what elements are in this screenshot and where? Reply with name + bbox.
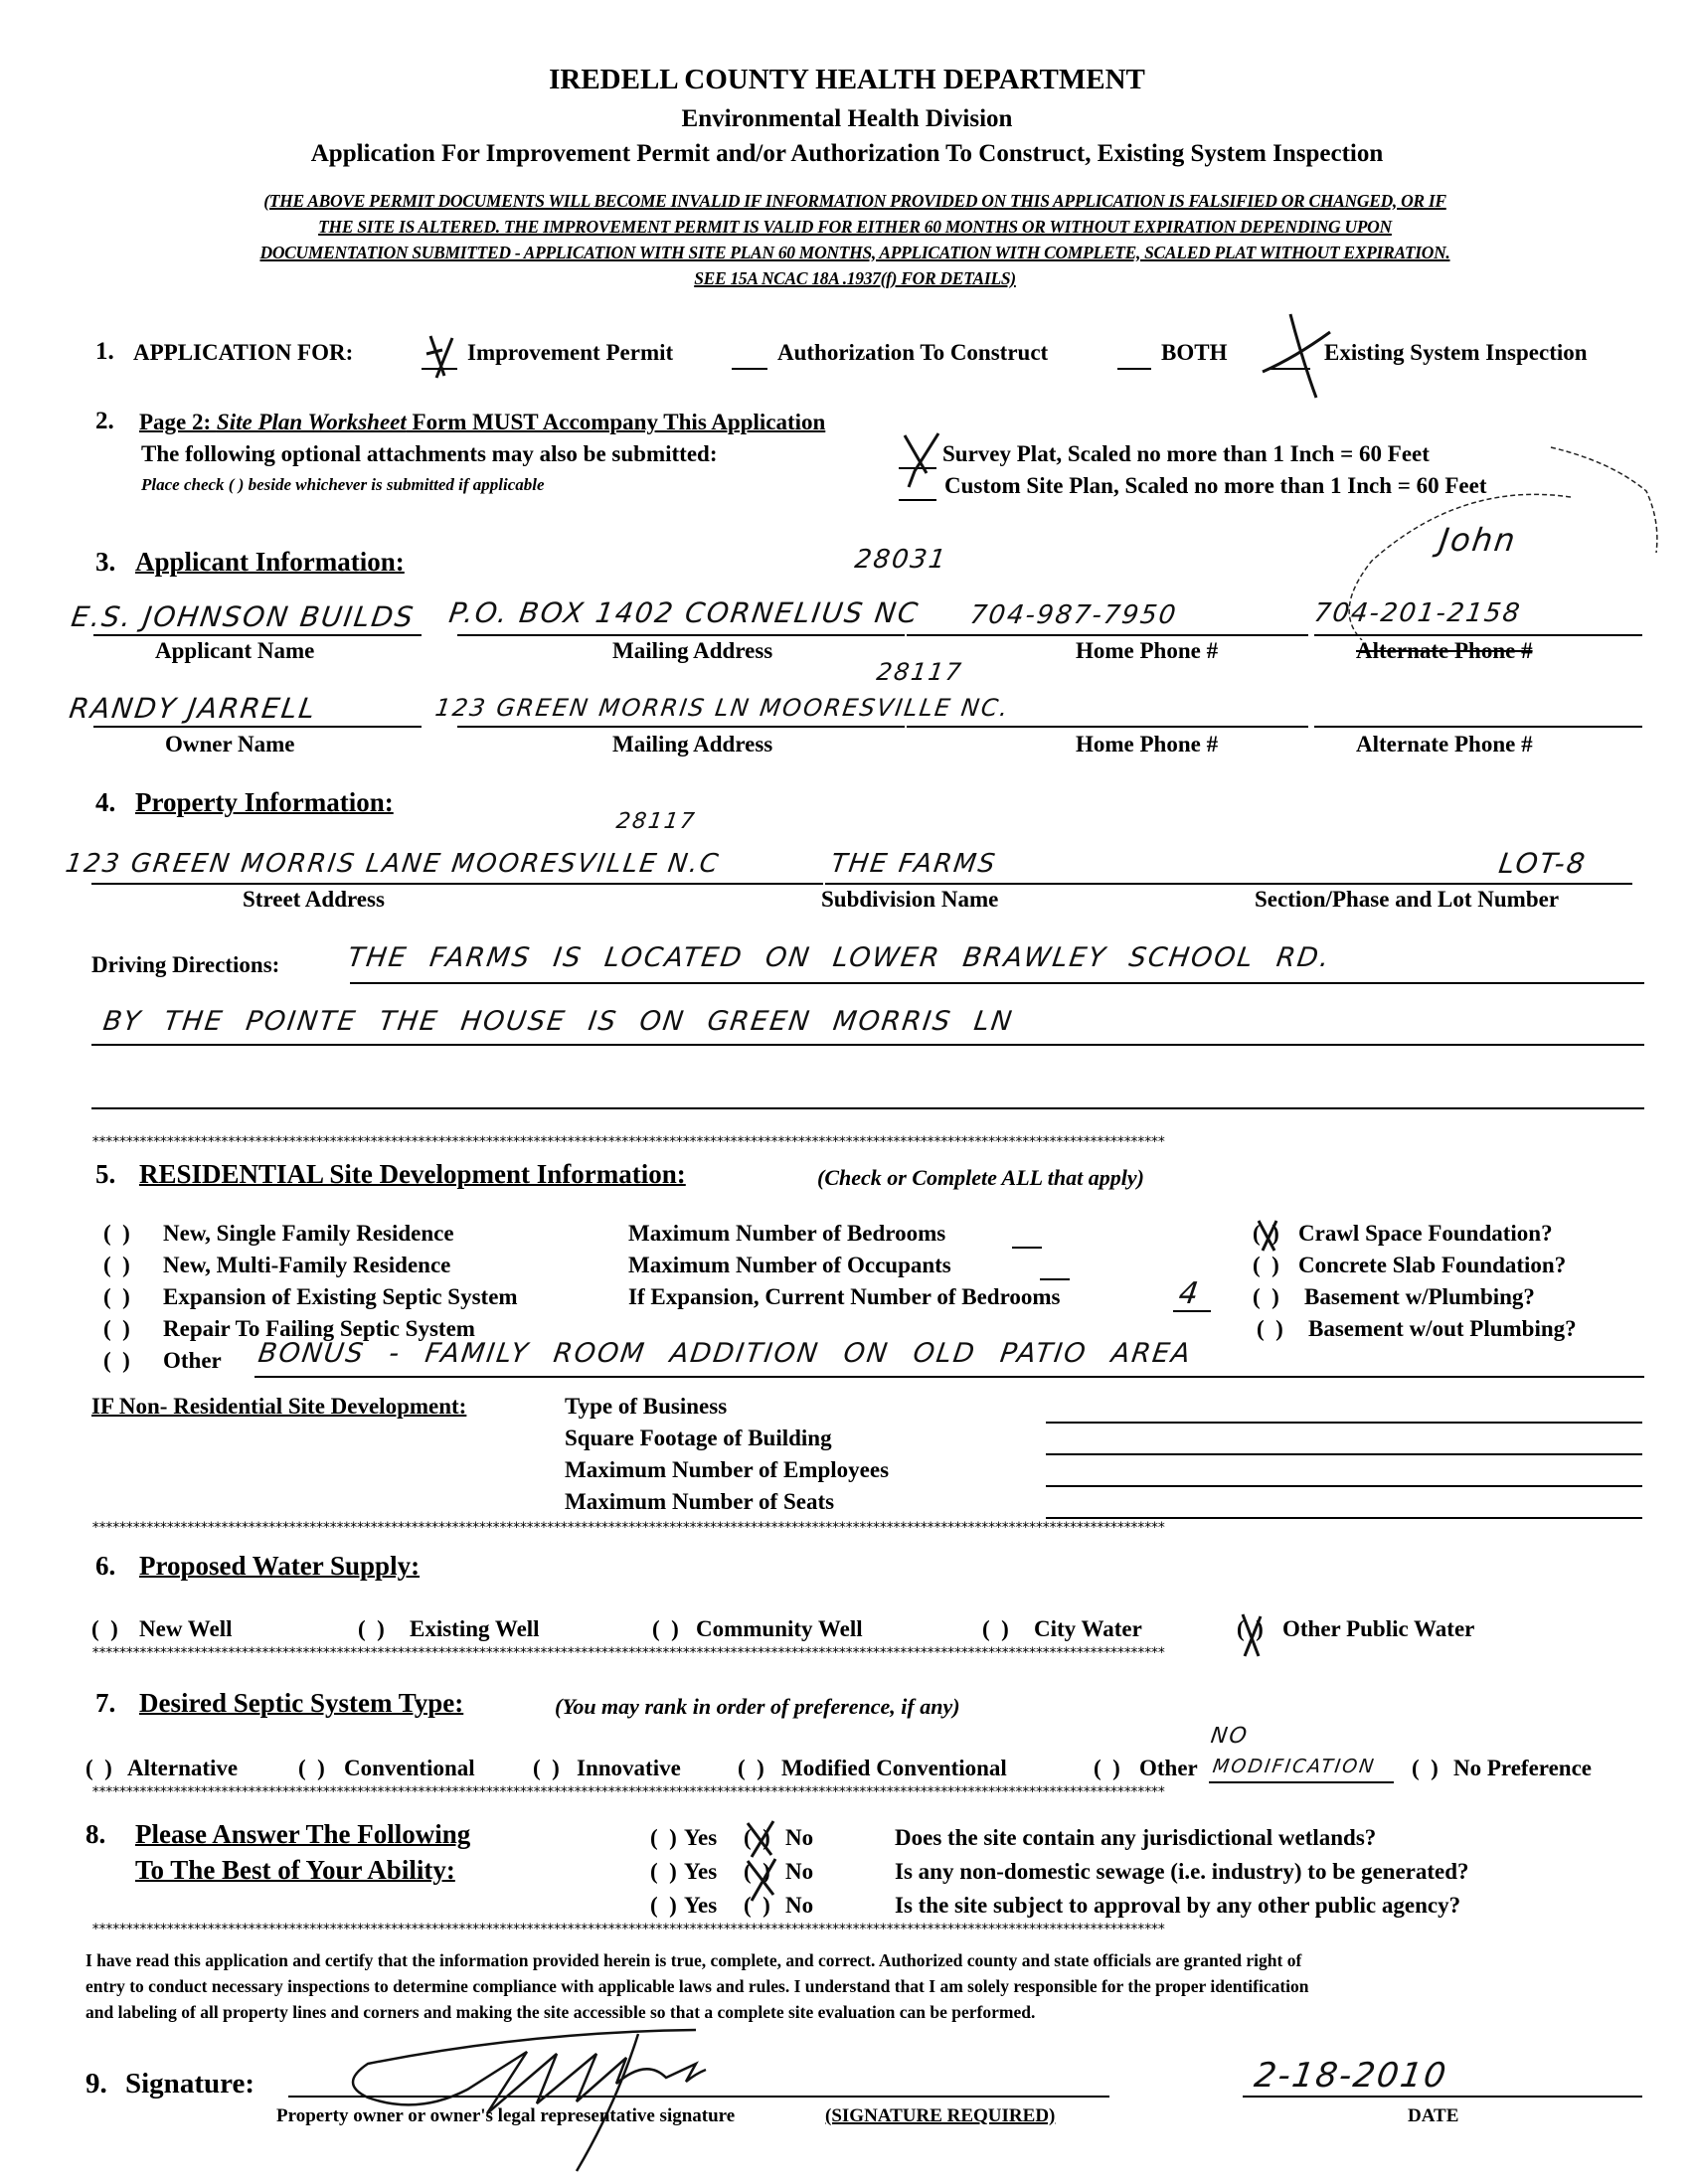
- question-public-agency: Is the site subject to approval by any other public agency?: [895, 1893, 1461, 1918]
- property-zip-value: 28117: [614, 809, 698, 834]
- label-mailing-address: Mailing Address: [612, 638, 773, 663]
- property-info-heading: Property Information:: [135, 787, 394, 817]
- section-divider: **************************************************************************************************************************************************************: [91, 1646, 1164, 1660]
- option-other-public-water[interactable]: Other Public Water: [1282, 1616, 1475, 1641]
- water-supply-heading: Proposed Water Supply:: [139, 1551, 421, 1581]
- checkbox-survey-plat[interactable]: [899, 467, 936, 469]
- checkbox-paren[interactable]: ( ): [1094, 1756, 1120, 1780]
- section-number: 3.: [95, 547, 116, 577]
- yes-label[interactable]: Yes: [684, 1893, 718, 1918]
- option-concrete-slab[interactable]: Concrete Slab Foundation?: [1298, 1253, 1567, 1277]
- date-value[interactable]: 2-18-2010: [1252, 2056, 1450, 2096]
- questions-heading-line-1: Please Answer The Following: [135, 1819, 471, 1849]
- checkbox-custom-site-plan[interactable]: [899, 499, 936, 501]
- certification-line: entry to conduct necessary inspections to determine compliance with applicable laws and rules. I understand that I am solely responsible for the proper identification: [85, 1976, 1309, 1996]
- residential-note: (Check or Complete ALL that apply): [817, 1165, 1144, 1190]
- checkbox-paren[interactable]: ( ): [85, 1756, 112, 1780]
- option-innovative[interactable]: Innovative: [577, 1756, 681, 1780]
- section-number: 8.: [85, 1819, 106, 1849]
- no-label[interactable]: No: [785, 1893, 814, 1918]
- notice-line: DOCUMENTATION SUBMITTED - APPLICATION WITH SITE PLAN 60 MONTHS, APPLICATION WITH COMPLETE, SCALED PLAT WITHOUT EXPIRATION.: [259, 243, 1450, 262]
- lot-line: [1255, 883, 1632, 885]
- option-custom-site-plan[interactable]: Custom Site Plan, Scaled no more than 1 Inch = 60 Feet: [944, 473, 1487, 498]
- section-divider: **************************************************************************************************************************************************************: [91, 1785, 1164, 1799]
- max-seats-input[interactable]: [1046, 1517, 1642, 1519]
- checkbox-paren[interactable]: ( ): [744, 1893, 770, 1918]
- applicant-home-phone-value[interactable]: 704-987-7950: [967, 600, 1180, 630]
- checkbox-paren[interactable]: ( ): [1237, 1616, 1264, 1641]
- applicant-alt-phone-line: [1314, 634, 1642, 636]
- septic-type-heading: Desired Septic System Type:: [139, 1688, 464, 1718]
- applicant-address-value[interactable]: P.O. BOX 1402 CORNELIUS NC: [446, 596, 922, 629]
- option-new-well[interactable]: New Well: [139, 1616, 233, 1641]
- owner-address-line: [457, 726, 905, 728]
- heading-suffix: Form MUST Accompany This Application: [406, 410, 826, 434]
- max-occupants-line[interactable]: [1040, 1278, 1070, 1280]
- label-owner-name: Owner Name: [165, 732, 295, 756]
- certification-line: I have read this application and certify that the information provided herein is true, complete, and correct. Authorized county and state officials are granted right of: [85, 1950, 1302, 1970]
- max-employees-input[interactable]: [1046, 1485, 1642, 1487]
- section-divider: **************************************************************************************************************************************************************: [91, 1135, 1164, 1149]
- checkbox-improvement-permit[interactable]: [422, 368, 457, 370]
- label-max-bedrooms: Maximum Number of Bedrooms: [628, 1221, 946, 1246]
- question-wetlands: Does the site contain any jurisdictional wetlands?: [895, 1825, 1377, 1850]
- option-multi-family[interactable]: New, Multi-Family Residence: [163, 1253, 451, 1277]
- max-bedrooms-line[interactable]: [1012, 1247, 1042, 1249]
- alternate-contact-note: John: [1437, 521, 1520, 559]
- checkbox-paren[interactable]: ( ): [650, 1893, 677, 1918]
- form-subtitle: Application For Improvement Permit and/or Authorization To Construct, Existing System Inspection: [310, 140, 1384, 167]
- owner-home-phone-line: [907, 726, 1308, 728]
- checkbox-paren[interactable]: ( ): [533, 1756, 560, 1780]
- signature-caption: Property owner or owner's legal representative signature: [276, 2105, 736, 2126]
- notice-line: THE SITE IS ALTERED. THE IMPROVEMENT PERMIT IS VALID FOR EITHER 60 MONTHS OR WITHOUT EXPIRATION DEPENDING UPON: [318, 217, 1392, 237]
- street-address-value[interactable]: 123 GREEN MORRIS LANE MOORESVILLE N.C: [63, 849, 723, 879]
- applicant-alt-phone-value[interactable]: 704-201-2158: [1311, 598, 1524, 628]
- section-number: 6.: [95, 1551, 116, 1581]
- signature-line: [288, 2096, 1109, 2098]
- checkbox-paren[interactable]: ( ): [652, 1616, 679, 1641]
- option-survey-plat[interactable]: Survey Plat, Scaled no more than 1 Inch = 60 Feet: [942, 441, 1430, 466]
- heading-italic: Site Plan Worksheet: [216, 410, 407, 434]
- applicant-zip-value: 28031: [852, 545, 949, 575]
- option-authorization-to-construct[interactable]: Authorization To Construct: [777, 340, 1049, 365]
- other-description-value[interactable]: BONUS - FAMILY ROOM ADDITION ON OLD PATIO AREA: [255, 1338, 1195, 1369]
- option-existing-well[interactable]: Existing Well: [410, 1616, 540, 1641]
- option-basement-no-plumbing[interactable]: Basement w/out Plumbing?: [1308, 1316, 1577, 1341]
- handwritten-signature: [328, 2024, 845, 2173]
- directions-underline: [91, 1107, 1644, 1109]
- applicant-name-value[interactable]: E.S. JOHNSON BUILDS: [69, 600, 418, 633]
- label-applicant-name: Applicant Name: [155, 638, 315, 663]
- option-city-water[interactable]: City Water: [1034, 1616, 1142, 1641]
- applicant-home-phone-line: [907, 634, 1308, 636]
- applicant-name-line: [93, 634, 422, 636]
- checkbox-paren[interactable]: ( ): [738, 1756, 764, 1780]
- label-max-employees: Maximum Number of Employees: [565, 1457, 890, 1482]
- other-description-line: [254, 1376, 1644, 1378]
- owner-address-value[interactable]: 123 GREEN MORRIS LN MOORESVILLE NC.: [433, 694, 1012, 722]
- label-home-phone: Home Phone #: [1076, 732, 1219, 756]
- option-existing-system-inspection[interactable]: Existing System Inspection: [1324, 340, 1588, 365]
- site-plan-heading: [139, 410, 825, 435]
- signature-label: Signature:: [125, 2068, 254, 2100]
- directions-line-1[interactable]: THE FARMS IS LOCATED ON LOWER BRAWLEY SCHOOL RD.: [345, 942, 1333, 973]
- label-square-footage: Square Footage of Building: [565, 1426, 832, 1450]
- label-max-seats: Maximum Number of Seats: [565, 1489, 835, 1514]
- checkbox-paren[interactable]: ( ): [1257, 1316, 1283, 1341]
- notice-line: (THE ABOVE PERMIT DOCUMENTS WILL BECOME INVALID IF INFORMATION PROVIDED ON THIS APPLICATION IS FALSIFIED OR CHANGED, OR IF: [263, 191, 1446, 211]
- checkbox-paren[interactable]: ( ): [1412, 1756, 1439, 1780]
- check-mark-icon: [899, 429, 942, 489]
- place-check-text: Place check ( ) beside whichever is submitted if applicable: [141, 475, 545, 494]
- residential-heading: RESIDENTIAL Site Development Information:: [139, 1159, 686, 1189]
- question-non-domestic-sewage: Is any non-domestic sewage (i.e. industry) to be generated?: [895, 1859, 1469, 1884]
- checkbox-paren[interactable]: ( ): [91, 1616, 118, 1641]
- date-line: [1243, 2096, 1642, 2098]
- yes-label[interactable]: Yes: [684, 1825, 718, 1850]
- option-repair[interactable]: Repair To Failing Septic System: [163, 1316, 475, 1341]
- label-type-of-business: Type of Business: [565, 1394, 728, 1419]
- section-number: 5.: [95, 1159, 116, 1189]
- heading-prefix: Page 2:: [139, 410, 217, 434]
- questions-heading-line-2: To The Best of Your Ability:: [135, 1855, 455, 1885]
- no-label[interactable]: No: [785, 1859, 814, 1884]
- section-divider: **************************************************************************************************************************************************************: [91, 1923, 1164, 1936]
- division-name: Environmental Health Division: [681, 105, 1013, 132]
- checkbox-paren[interactable]: ( ): [650, 1859, 677, 1884]
- checkbox-paren[interactable]: ( ): [103, 1253, 130, 1277]
- street-address-line: [91, 883, 823, 885]
- other-septic-value[interactable]: MODIFICATION: [1211, 1756, 1377, 1777]
- septic-type-note: (You may rank in order of preference, if any): [555, 1694, 960, 1719]
- yes-label[interactable]: Yes: [684, 1859, 718, 1884]
- option-no-preference[interactable]: No Preference: [1453, 1756, 1592, 1780]
- section-number: 7.: [95, 1688, 116, 1718]
- label-street-address: Street Address: [243, 887, 385, 912]
- other-septic-line: [1209, 1781, 1394, 1783]
- directions-line-2[interactable]: BY THE POINTE THE HOUSE IS ON GREEN MORRIS LN: [100, 1006, 1016, 1037]
- checkbox-paren[interactable]: ( ): [298, 1756, 325, 1780]
- checkbox-paren[interactable]: ( ): [358, 1616, 385, 1641]
- checkbox-existing-system[interactable]: [1269, 368, 1310, 370]
- driving-directions-label: Driving Directions:: [91, 952, 280, 977]
- option-single-family[interactable]: New, Single Family Residence: [163, 1221, 454, 1246]
- applicant-address-line: [457, 634, 905, 636]
- owner-name-line: [93, 726, 422, 728]
- checkbox-paren[interactable]: ( ): [103, 1348, 130, 1373]
- lot-value[interactable]: LOT-8: [1496, 847, 1590, 880]
- other-septic-note: NO: [1209, 1724, 1251, 1749]
- checkbox-paren[interactable]: ( ): [744, 1859, 770, 1884]
- label-home-phone: Home Phone #: [1076, 638, 1219, 663]
- section-number: 2.: [95, 408, 114, 434]
- subdivision-value[interactable]: THE FARMS: [828, 849, 999, 879]
- checkbox-paren[interactable]: ( ): [103, 1284, 130, 1309]
- option-basement-plumbing[interactable]: Basement w/Plumbing?: [1304, 1284, 1535, 1309]
- date-label: DATE: [1408, 2105, 1459, 2126]
- check-mark-icon: [423, 332, 458, 380]
- checkbox-paren[interactable]: ( ): [103, 1221, 130, 1246]
- checkbox-both[interactable]: [1117, 368, 1151, 370]
- checkbox-paren[interactable]: ( ): [982, 1616, 1009, 1641]
- option-community-well[interactable]: Community Well: [696, 1616, 863, 1641]
- option-other[interactable]: Other: [1139, 1756, 1198, 1780]
- label-alternate-phone: Alternate Phone #: [1356, 732, 1533, 756]
- directions-underline: [91, 1044, 1644, 1046]
- checkbox-paren[interactable]: ( ): [1253, 1221, 1279, 1246]
- section-number: 1.: [95, 338, 114, 365]
- option-alternative[interactable]: Alternative: [127, 1756, 239, 1780]
- notice-line: SEE 15A NCAC 18A .1937(f) FOR DETAILS): [694, 268, 1016, 288]
- current-bedrooms-value[interactable]: 4: [1176, 1276, 1203, 1311]
- section-divider: **************************************************************************************************************************************************************: [91, 1521, 1164, 1535]
- option-conventional[interactable]: Conventional: [344, 1756, 475, 1780]
- checkbox-paren[interactable]: ( ): [744, 1825, 770, 1850]
- label-mailing-address: Mailing Address: [612, 732, 773, 756]
- directions-underline: [350, 982, 1644, 984]
- option-other[interactable]: Other: [163, 1348, 222, 1373]
- label-subdivision: Subdivision Name: [821, 887, 999, 912]
- checkbox-paren[interactable]: ( ): [1253, 1253, 1279, 1277]
- check-mark-icon: [1255, 310, 1334, 402]
- owner-zip-value: 28117: [875, 658, 965, 686]
- applicant-info-heading: Applicant Information:: [135, 547, 405, 577]
- form-title: IREDELL COUNTY HEALTH DEPARTMENT: [549, 64, 1145, 95]
- certification-line: and labeling of all property lines and corners and making the site accessible so that a complete site evaluation can be performed.: [85, 2002, 1036, 2022]
- checkbox-paren[interactable]: ( ): [1253, 1284, 1279, 1309]
- signature-required-note: (SIGNATURE REQUIRED): [825, 2105, 1056, 2126]
- subdivision-line: [825, 883, 1263, 885]
- option-modified-conventional[interactable]: Modified Conventional: [781, 1756, 1007, 1780]
- owner-name-value[interactable]: RANDY JARRELL: [67, 692, 319, 725]
- label-alternate-phone: Alternate Phone #: [1356, 638, 1533, 663]
- checkbox-paren[interactable]: ( ): [103, 1316, 130, 1341]
- non-residential-label: IF Non- Residential Site Development:: [91, 1394, 467, 1419]
- no-label[interactable]: No: [785, 1825, 814, 1850]
- label-max-occupants: Maximum Number of Occupants: [628, 1253, 951, 1277]
- option-crawl-space[interactable]: Crawl Space Foundation?: [1298, 1221, 1553, 1246]
- label-lot-number: Section/Phase and Lot Number: [1255, 887, 1560, 912]
- section-number: 4.: [95, 787, 116, 817]
- section-number: 9.: [85, 2068, 107, 2100]
- checkbox-authorization[interactable]: [732, 368, 767, 370]
- owner-alt-phone-line: [1314, 726, 1642, 728]
- checkbox-paren[interactable]: ( ): [650, 1825, 677, 1850]
- option-expansion[interactable]: Expansion of Existing Septic System: [163, 1284, 518, 1309]
- square-footage-input[interactable]: [1046, 1453, 1642, 1455]
- type-of-business-input[interactable]: [1046, 1422, 1642, 1424]
- application-for-label: APPLICATION FOR:: [133, 340, 354, 365]
- option-both[interactable]: BOTH: [1161, 340, 1228, 365]
- label-current-bedrooms: If Expansion, Current Number of Bedrooms: [628, 1284, 1061, 1309]
- attachments-text: The following optional attachments may also be submitted:: [141, 441, 718, 466]
- option-improvement-permit[interactable]: Improvement Permit: [467, 340, 674, 365]
